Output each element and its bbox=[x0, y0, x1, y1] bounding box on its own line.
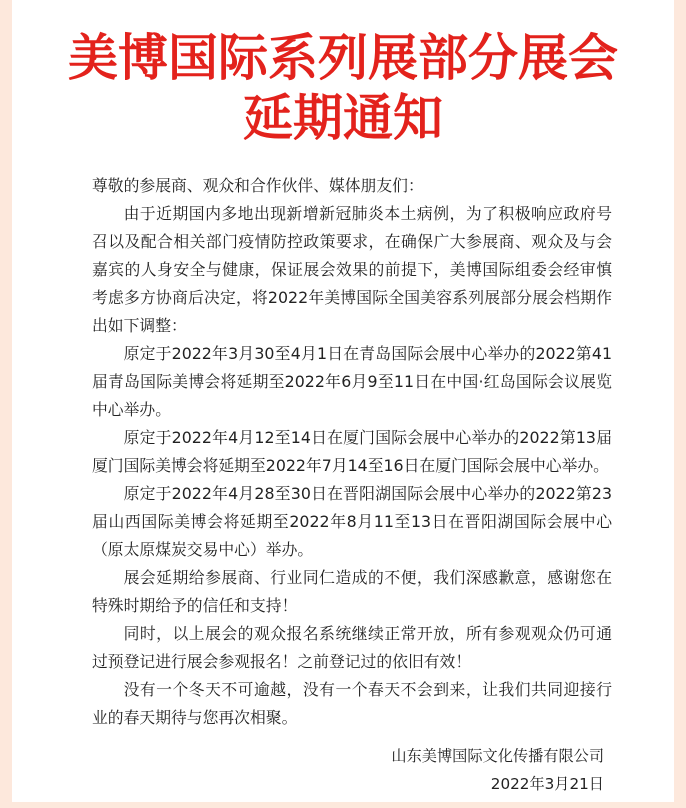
notice-title-line1: 美博国际系列展部分展会 bbox=[68, 29, 618, 87]
paragraph-closing: 没有一个冬天不可逾越，没有一个春天不会到来，让我们共同迎接行业的春天期待与您再次相聚。 bbox=[92, 680, 612, 727]
paragraph-xiamen: 原定于2022年4月12至14日在厦门国际会展中心举办的2022第13届厦门国际美博会将延期至2022年7月14至16日在厦门国际会展中心举办。 bbox=[92, 428, 612, 475]
paragraph-apology: 展会延期给参展商、行业同仁造成的不便，我们深感歉意，感谢您在特殊时期给予的信任和支持！ bbox=[92, 568, 612, 615]
bottom-border bbox=[0, 802, 686, 808]
signature-block bbox=[391, 742, 604, 798]
salutation: 尊敬的参展商、观众和合作伙伴、媒体朋友们： bbox=[92, 176, 424, 195]
company-name: 山东美博国际文化传播有限公司 bbox=[391, 747, 604, 765]
notice-date: 2022年3月21日 bbox=[490, 775, 604, 793]
paragraph-qingdao: 原定于2022年3月30至4月1日在青岛国际会展中心举办的2022第41届青岛国际美博会将延期至2022年6月9至11日在中国·红岛国际会议展览中心举办。 bbox=[92, 344, 612, 419]
notice-title-line2: 延期通知 bbox=[243, 89, 443, 147]
paragraph-registration: 同时，以上展会的观众报名系统继续正常开放，所有参观观众仍可通过预登记进行展会参观报名！之前登记过的依旧有效！ bbox=[92, 624, 612, 671]
paragraph-shanxi: 原定于2022年4月28至30日在晋阳湖国际会展中心举办的2022第23届山西国际美博会将延期至2022年8月11至13日在晋阳湖国际会展中心（原太原煤炭交易中心）举办。 bbox=[92, 484, 612, 559]
paragraph-background: 由于近期国内多地出现新增新冠肺炎本土病例，为了积极响应政府号召以及配合相关部门疫情防控政策要求，在确保广大参展商、观众及与会嘉宾的人身安全与健康，保证展会效果的前提下，美博国际组委会经审慎考虑多方协商后决定，将2022年美博国际全国美容系列展部分展会档期作出如下调整： bbox=[92, 204, 612, 335]
notice-body bbox=[92, 172, 612, 732]
